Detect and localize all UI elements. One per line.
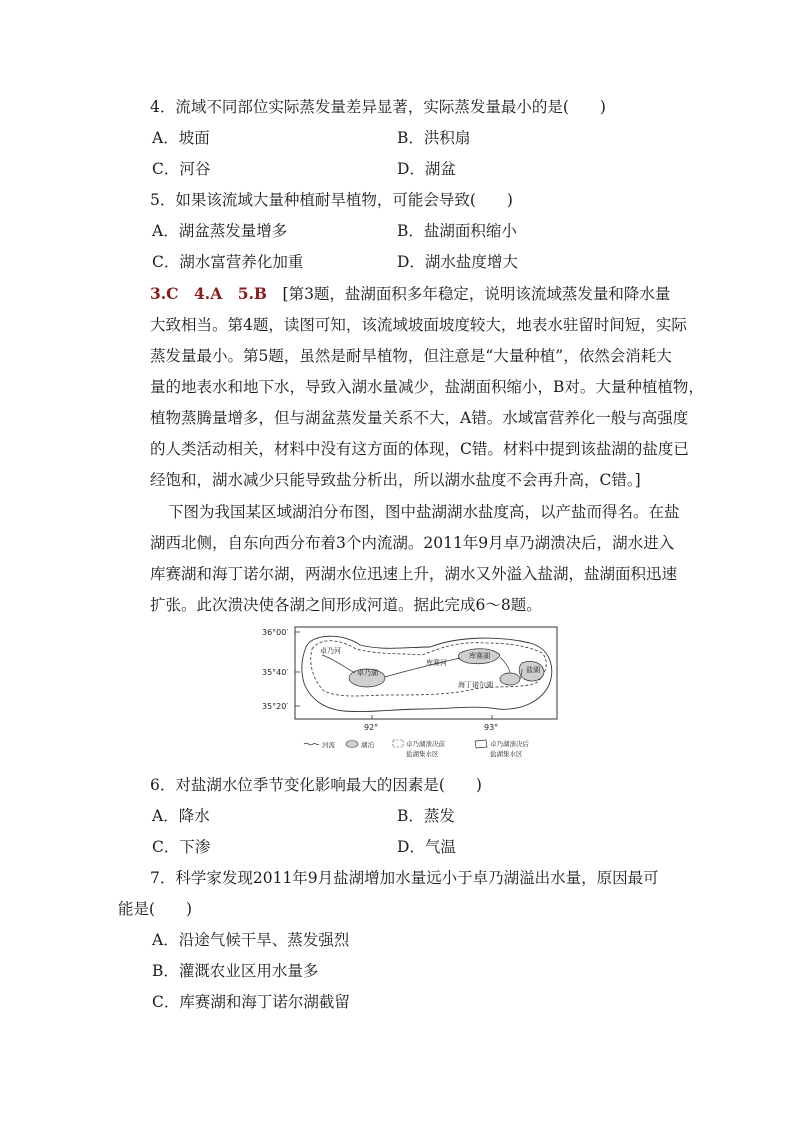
question-6-option-d: D．气温 [397,838,456,856]
lat-label-35-20: 35°20′ [262,702,289,711]
answer-explanation-line-7: 经饱和，湖水减少只能导致盐分析出，所以湖水盐度不会再升高，C错。] [150,471,641,489]
legend-lake-label: 湖泊 [361,741,374,749]
question-6-option-b: B．蒸发 [397,807,455,825]
question-6-option-a: A．降水 [152,807,210,825]
legend-before-label-2: 盐湖集水区 [406,750,439,758]
label-haidingnuoer-lake: 海丁诺尔湖 [458,681,493,689]
question-4-option-d: D．湖盆 [397,160,456,178]
answer-explanation-line-2: 大致相当。第4题，读图可知，该流域坡面坡度较大，地表水驻留时间短，实际 [150,316,687,334]
question-7-stem-line-1: 7．科学家发现2011年9月盐湖增加水量远小于卓乃湖溢出水量，原因最可 [150,869,659,887]
legend-after-label-1: 卓乃湖溃决后 [490,740,529,748]
intro-line-2: 湖西北侧，自东向西分布着3个内流湖。2011年9月卓乃湖溃决后，湖水进入 [150,534,675,552]
legend-after-icon [475,740,487,748]
answer-text: [第3题，盐湖面积多年稳定，说明该流域蒸发量和降水量 [267,285,671,303]
map-legend [304,739,530,758]
lake-distribution-map [260,625,560,765]
outflow-river-line [500,657,510,673]
legend-river-icon [304,743,319,745]
question-5-option-a: A．湖盆蒸发量增多 [152,222,288,240]
zhuonai-river-line [322,655,355,673]
legend-before-label-1: 卓乃湖溃决前 [406,740,445,748]
answer-explanation-line-4: 量的地表水和地下水，导致入湖水量减少，盐湖面积缩小，B对。大量种植植物， [150,378,704,396]
answer-explanation-line-5: 植物蒸腾量增多，但与湖盆蒸发量关系不大，A错。水域富营养化一般与高强度 [150,409,689,427]
label-kusai-river: 库赛河 [426,659,447,667]
question-6-option-c: C．下渗 [152,838,211,856]
question-7-option-c: C．库赛湖和海丁诺尔湖截留 [152,993,350,1011]
label-salt-lake: 盐湖 [526,666,540,674]
intro-line-3: 库赛湖和海丁诺尔湖，两湖水位迅速上升，湖水又外溢入盐湖，盐湖面积迅速 [150,565,678,583]
question-5-stem: 5．如果该流域大量种植耐旱植物，可能会导致( ) [150,191,513,209]
question-4-option-a: A．坡面 [152,129,210,147]
legend-lake-icon [346,741,358,748]
label-zhuonai-river: 卓乃河 [320,647,341,655]
question-4-option-c: C．河谷 [152,160,211,178]
lat-label-35-40: 35°40′ [262,668,289,677]
answer-explanation-line-3: 蒸发量最小。第5题，虽然是耐旱植物，但注意是“大量种植”，依然会消耗大 [150,347,672,365]
label-zhuonai-lake: 卓乃湖 [357,669,378,677]
lon-label-92: 92° [364,723,379,732]
question-5-option-b: B．盐湖面积缩小 [397,222,517,240]
label-kusai-lake: 库赛湖 [469,652,490,660]
legend-before-icon [393,740,403,747]
catchment-before-boundary [311,641,547,696]
legend-after-label-2: 盐湖集水区 [490,750,523,758]
lon-label-93: 93° [484,723,499,732]
question-5-option-d: D．湖水盐度增大 [397,253,518,271]
legend-river-label: 河流 [322,741,335,749]
haidingnuoer-lake-shape [500,673,520,685]
answer-key: 3.C 4.A 5.B [150,284,268,303]
answer-explanation-line-1 [150,284,670,304]
question-4-stem: 4．流域不同部位实际蒸发量差异显著，实际蒸发量最小的是( ) [150,98,606,116]
question-4-option-b: B．洪积扇 [397,129,471,147]
question-7-option-b: B．灌溉农业区用水量多 [152,962,319,980]
question-7-stem-line-2: 能是( ) [118,900,193,918]
lat-label-36-00: 36°00′ [262,628,289,637]
intro-line-1: 下图为我国某区域湖泊分布图，图中盐湖湖水盐度高，以产盐而得名。在盐 [168,503,680,521]
answer-explanation-line-6: 的人类活动相关，材料中没有这方面的体现，C错。材料中提到该盐湖的盐度已 [150,440,689,458]
intro-line-4: 扩张。此次溃决使各湖之间形成河道。据此完成6～8题。 [150,596,542,614]
kusai-river-line [385,658,460,677]
question-7-option-a: A．沿途气候干旱、蒸发强烈 [152,931,350,949]
question-5-option-c: C．湖水富营养化加重 [152,253,304,271]
question-6-stem: 6．对盐湖水位季节变化影响最大的因素是( ) [150,776,482,794]
